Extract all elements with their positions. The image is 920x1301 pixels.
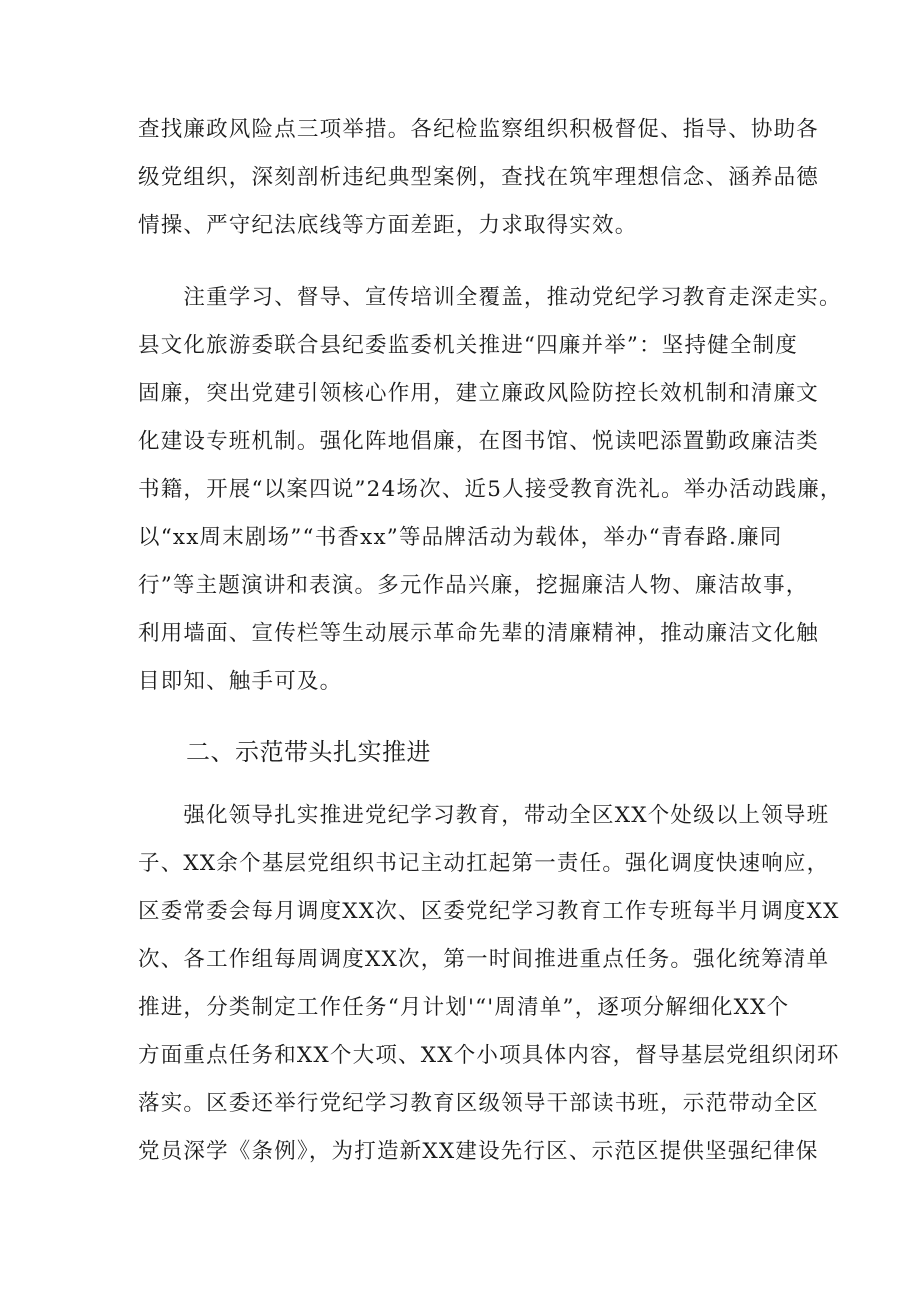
text-line: 强化领导扎实推进党纪学习教育，带动全区XX个处级以上领导班: [138, 803, 830, 828]
paragraph-3: [138, 792, 840, 1176]
text-line: 固廉，突出党建引领核心作用，建立廉政风险防控长效机制和清廉文: [138, 381, 820, 406]
text-line: 利用墙面、宣传栏等生动展示革命先辈的清廉精神，推动廉洁文化触: [138, 621, 820, 646]
text-line: 行”等主题演讲和表演。多元作品兴廉，挖掘廉洁人物、廉洁故事，: [138, 573, 809, 598]
text-line: 方面重点任务和XX个大项、XX个小项具体内容，督导基层党组织闭环: [138, 1043, 840, 1068]
text-line: 级党组织，深刻剖析违纪典型案例，查找在筑牢理想信念、涵养品德: [138, 165, 820, 190]
text-line: 情操、严守纪法底线等方面差距，力求取得实效。: [138, 213, 638, 238]
paragraph-2: [138, 274, 843, 706]
text-line: 子、XX余个基层党组织书记主动扛起第一责任。强化调度快速响应，: [138, 851, 830, 876]
text-line: 次、各工作组每周调度XX次，第一时间推进重点任务。强化统筹清单: [138, 947, 830, 972]
text-line: 查找廉政风险点三项举措。各纪检监察组织积极督促、指导、协助各: [138, 117, 820, 142]
text-line: 区委常委会每月调度XX次、区委党纪学习教育工作专班每半月调度XX: [138, 899, 840, 924]
text-line: 落实。区委还举行党纪学习教育区级领导干部读书班，示范带动全区: [138, 1091, 820, 1116]
text-line: 县文化旅游委联合县纪委监委机关推进“四廉并举”：坚持健全制度: [138, 333, 798, 358]
paragraph-1: [138, 106, 820, 250]
text-line: 化建设专班机制。强化阵地倡廉，在图书馆、悦读吧添置勤政廉洁类: [138, 429, 820, 454]
text-line: 注重学习、督导、宣传培训全覆盖，推动党纪学习教育走深走实。: [138, 285, 842, 310]
text-line: 书籍，开展“以案四说”24场次、近5人接受教育洗礼。举办活动践廉，: [138, 477, 843, 502]
text-line: 推进，分类制定工作任务“月计划'“'周清单”，逐项分解细化XX个: [138, 995, 790, 1020]
text-line: 目即知、触手可及。: [138, 669, 343, 694]
text-line: 以“xx周末剧场”“书香xx”等品牌活动为载体，举办“青春路.廉同: [138, 525, 783, 550]
text-line: 党员深学《条例》，为打造新XX建设先行区、示范区提供坚强纪律保: [138, 1139, 819, 1164]
section-heading: 二、示范带头扎实推进: [186, 738, 431, 766]
